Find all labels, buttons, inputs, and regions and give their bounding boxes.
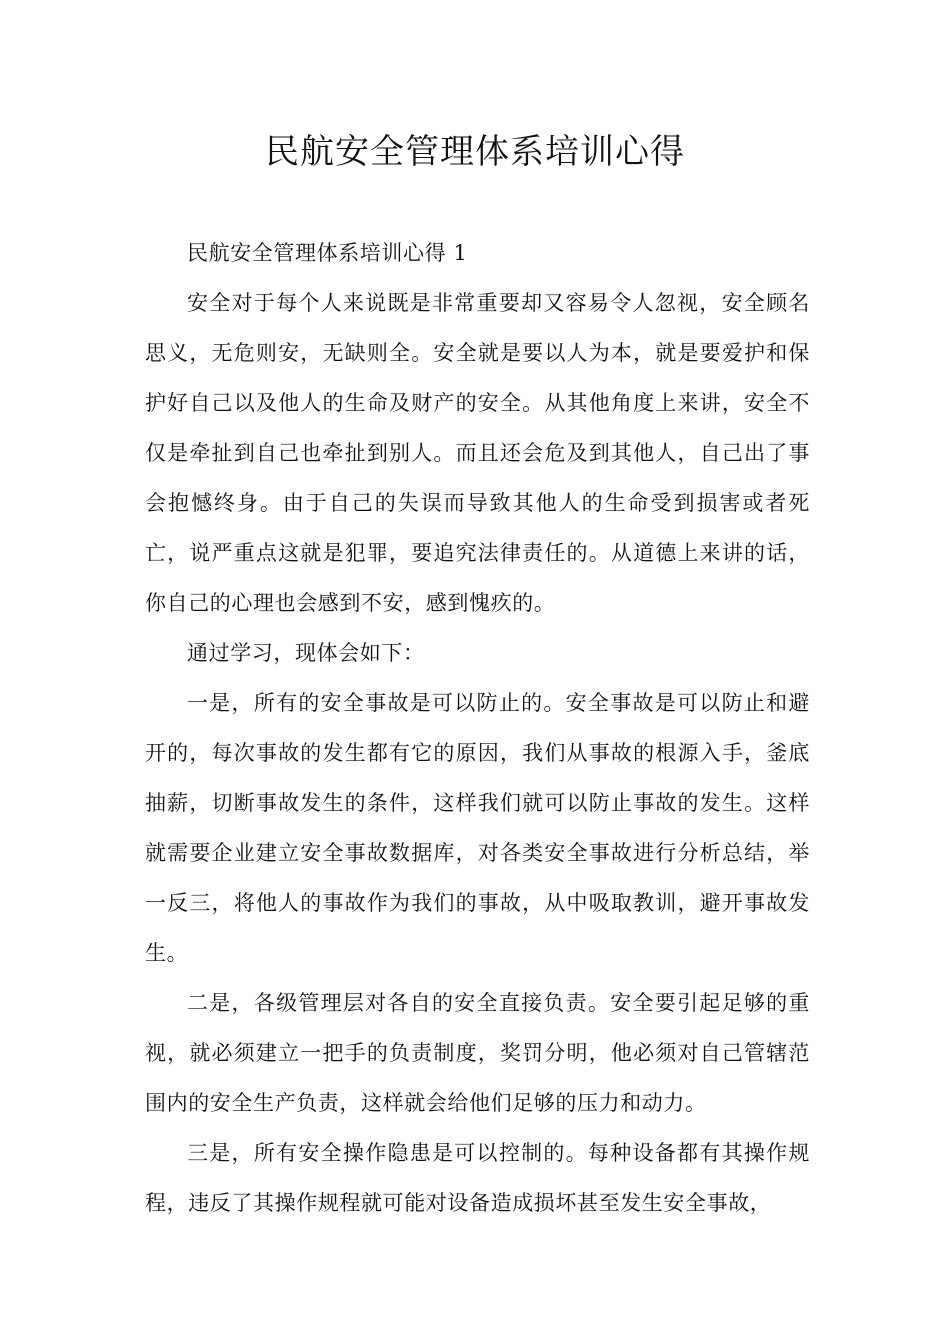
body-paragraph: 安全对于每个人来说既是非常重要却又容易令人忽视，安全顾名思义，无危则安，无缺则全。安全就是要以人为本，就是要爱护和保护好自己以及他人的生命及财产的安全。从其他角度上来讲，安全不仅是牵扯到自己也牵扯到别人。而且还会危及到其他人，自己出了事会抱憾终身。由于自己的失误而导致其他人的生命受到损害或者死亡，说严重点这就是犯罪，要追究法律责任的。从道德上来讲的话，你自己的心理也会感到不安，感到愧疚的。: [145, 291, 810, 615]
body-paragraph: 二是，各级管理层对各自的安全直接负责。安全要引起足够的重视，就必须建立一把手的负责制度，奖罚分明，他必须对自己管辖范围内的安全生产负责，这样就会给他们足够的压力和动力。: [145, 991, 810, 1115]
document-body: [145, 228, 810, 1228]
body-paragraph: 一是，所有的安全事故是可以防止的。安全事故是可以防止和避开的，每次事故的发生都有它的原因，我们从事故的根源入手，釜底抽薪，切断事故发生的条件，这样我们就可以防止事故的发生。这样就需要企业建立安全事故数据库，对各类安全事故进行分析总结，举一反三，将他人的事故作为我们的事故，从中吸取教训，避开事故发生。: [145, 691, 810, 965]
section-heading: 民航安全管理体系培训心得 1: [187, 241, 468, 265]
body-paragraph: 通过学习，现体会如下：: [187, 641, 425, 665]
document-title: 民航安全管理体系培训心得: [265, 132, 685, 172]
body-paragraph: 三是，所有安全操作隐患是可以控制的。每种设备都有其操作规程，违反了其操作规程就可能对设备造成损坏甚至发生安全事故，: [145, 1141, 810, 1215]
